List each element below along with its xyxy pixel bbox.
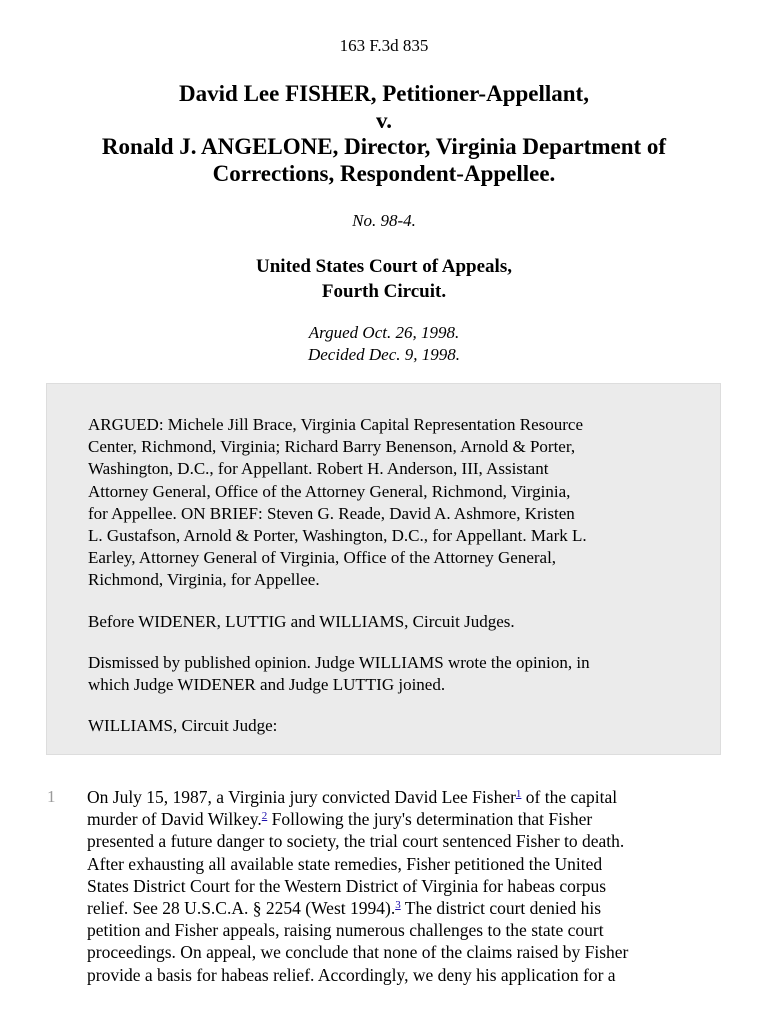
appearances-line: Washington, D.C., for Appellant. Robert H. Anderson, III, Assistant bbox=[88, 459, 549, 479]
paragraph-text: The district court denied his bbox=[400, 898, 602, 919]
paragraph-line bbox=[87, 897, 707, 919]
appearances-line: Attorney General, Office of the Attorney General, Richmond, Virginia, bbox=[88, 481, 571, 501]
paragraph-line: After exhausting all available state remedies, Fisher petitioned the United bbox=[87, 853, 603, 874]
caption-petitioner: David Lee FISHER, Petitioner-Appellant, bbox=[179, 81, 589, 106]
disposition-line: which Judge WIDENER and Judge LUTTIG joined. bbox=[88, 675, 446, 695]
appearances-line: for Appellee. ON BRIEF: Steven G. Reade, David A. Ashmore, Kristen bbox=[88, 503, 575, 523]
caption-respondent-line-2: Corrections, Respondent-Appellee. bbox=[212, 160, 556, 186]
decided-date: Decided Dec. 9, 1998. bbox=[307, 345, 460, 364]
disposition bbox=[88, 652, 688, 696]
paragraph-line: presented a future danger to society, the trial court sentenced Fisher to death. bbox=[87, 831, 625, 852]
reporter-citation: 163 F.3d 835 bbox=[339, 36, 429, 55]
paragraph-text: of the capital bbox=[521, 787, 618, 807]
caption-versus: v. bbox=[376, 107, 392, 133]
argued-date: Argued Oct. 26, 1998. bbox=[308, 323, 460, 342]
appearances-line: ARGUED: Michele Jill Brace, Virginia Capital Representation Resource bbox=[88, 415, 584, 434]
paragraph-line bbox=[87, 808, 707, 830]
paragraph-number: 1 bbox=[47, 787, 56, 806]
paragraph-line bbox=[87, 786, 707, 808]
paragraph-line: proceedings. On appeal, we conclude that none of the claims raised by Fisher bbox=[87, 942, 629, 963]
case-dates bbox=[0, 322, 768, 366]
paragraph-text: relief. See 28 U.S.C.A. § 2254 (West 1994). bbox=[87, 898, 396, 919]
paragraph-text: murder of David Wilkey. bbox=[87, 809, 262, 830]
docket-number: No. 98-4. bbox=[352, 211, 416, 230]
opinion-paragraph bbox=[87, 786, 707, 986]
footnote-link-3[interactable]: 3 bbox=[395, 899, 401, 912]
paragraph-line: provide a basis for habeas relief. Accordingly, we deny his application for a bbox=[87, 964, 616, 985]
court-name-line-1: United States Court of Appeals, bbox=[256, 256, 512, 277]
paragraph-line: States District Court for the Western District of Virginia for habeas corpus bbox=[87, 875, 607, 896]
appearances-line: Earley, Attorney General of Virginia, Office of the Attorney General, bbox=[88, 548, 557, 568]
appearances-line: Richmond, Virginia, for Appellee. bbox=[88, 570, 320, 590]
counsel-appearances bbox=[88, 414, 688, 592]
paragraph-text: On July 15, 1987, a Virginia jury convicted David Lee Fisher bbox=[87, 787, 516, 807]
court-name bbox=[0, 254, 768, 304]
footnote-link-1[interactable]: 1 bbox=[515, 788, 522, 800]
appearances-line: L. Gustafson, Arnold & Porter, Washington, D.C., for Appellant. Mark L. bbox=[88, 526, 587, 546]
case-caption bbox=[0, 81, 768, 187]
court-name-line-2: Fourth Circuit. bbox=[321, 281, 447, 302]
judges-panel: Before WIDENER, LUTTIG and WILLIAMS, Circuit Judges. bbox=[88, 612, 515, 631]
disposition-line: Dismissed by published opinion. Judge WILLIAMS wrote the opinion, in bbox=[88, 653, 590, 672]
appearances-line: Center, Richmond, Virginia; Richard Barry Benenson, Arnold & Porter, bbox=[88, 437, 576, 457]
opinion-author: WILLIAMS, Circuit Judge: bbox=[88, 716, 278, 735]
paragraph-line: petition and Fisher appeals, raising numerous challenges to the state court bbox=[87, 920, 604, 941]
caption-respondent-line-1: Ronald J. ANGELONE, Director, Virginia Department of bbox=[101, 134, 667, 159]
footnote-link-2[interactable]: 2 bbox=[261, 810, 268, 823]
paragraph-text: Following the jury's determination that Fisher bbox=[267, 809, 593, 830]
case-summary-box bbox=[46, 383, 721, 755]
